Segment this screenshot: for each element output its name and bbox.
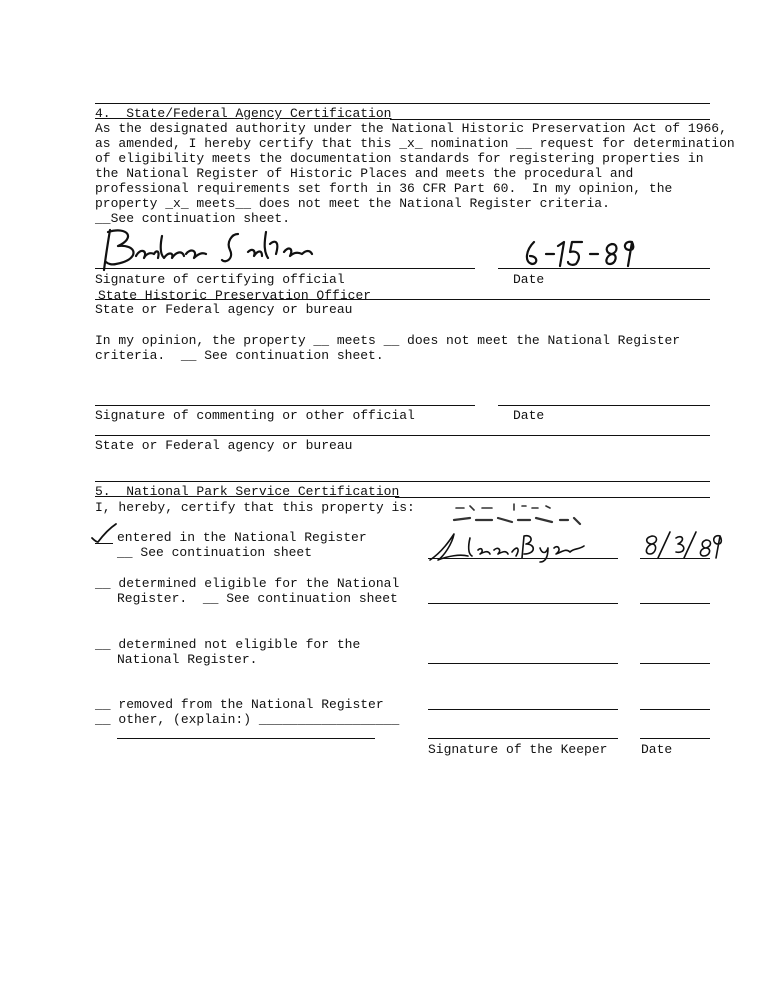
section4-para-line-7: __See continuation sheet. — [95, 211, 291, 226]
opinion-line-1: In my opinion, the property __ meets __ does not meet the National Register — [95, 333, 681, 348]
officer-title-line — [95, 299, 710, 300]
removed-line: __ removed from the National Register — [95, 697, 384, 712]
officer-title: State Historic Preservation Officer — [98, 288, 372, 303]
section4-para-line-4: the National Register of Historic Places and meets the procedural and — [95, 166, 634, 181]
keeper-sig-line-4 — [428, 709, 618, 710]
section5-heading-rule — [395, 497, 710, 498]
keeper-sig-line-2 — [428, 603, 618, 604]
not-eligible-line-1: __ determined not eligible for the — [95, 637, 361, 652]
keeper-date-label: Date — [641, 742, 673, 757]
keeper-date-handwritten — [640, 532, 724, 560]
entered-label: entered in the National Register — [117, 530, 367, 545]
eligible-line-1: __ determined eligible for the National — [95, 576, 400, 591]
commenting-agency-label: State or Federal agency or bureau — [95, 438, 353, 453]
section5-top-rule — [95, 481, 710, 482]
commenting-date-label: Date — [513, 408, 545, 423]
section5-heading: 5. National Park Service Certification — [95, 484, 400, 499]
certifying-official-signature — [98, 224, 328, 274]
certifying-date-label: Date — [513, 272, 545, 287]
certifying-signature-label: Signature of certifying official — [95, 272, 345, 287]
not-eligible-line-2: National Register. — [117, 652, 258, 667]
top-rule — [95, 103, 710, 104]
certifying-signature-line — [95, 268, 475, 269]
commenting-signature-line — [95, 405, 475, 406]
keeper-sig-line-5 — [428, 738, 618, 739]
agency-label: State or Federal agency or bureau — [95, 302, 353, 317]
keeper-sig-line-1 — [428, 558, 618, 559]
explain-line — [117, 738, 375, 739]
stamp-mark — [452, 500, 592, 530]
section4-heading-rule — [390, 119, 710, 120]
keeper-date-line-4 — [640, 709, 710, 710]
keeper-date-line-3 — [640, 663, 710, 664]
section4-para-line-6: property _x_ meets__ does not meet the National Register criteria. — [95, 196, 610, 211]
section4-heading: 4. State/Federal Agency Certification — [95, 106, 392, 121]
keeper-sig-line-3 — [428, 663, 618, 664]
section5-intro: I, hereby, certify that this property is: — [95, 500, 415, 515]
keeper-date-line-2 — [640, 603, 710, 604]
commenting-date-line — [498, 405, 710, 406]
section4-para-line-5: professional requirements set forth in 36 CFR Part 60. In my opinion, the — [95, 181, 673, 196]
certifying-date-handwritten — [520, 236, 640, 272]
certifying-date-line — [498, 268, 710, 269]
keeper-date-line-1 — [640, 558, 710, 559]
keeper-date-line-5 — [640, 738, 710, 739]
entered-blank — [95, 543, 113, 544]
section4-para-line-3: of eligibility meets the documentation standards for registering properties in — [95, 151, 704, 166]
section4-para-line-1: As the designated authority under the National Historic Preservation Act of 1966, — [95, 121, 727, 136]
eligible-line-2: Register. __ See continuation sheet — [117, 591, 398, 606]
other-line: __ other, (explain:) __________________ — [95, 712, 400, 727]
keeper-signature-label: Signature of the Keeper — [428, 742, 608, 757]
commenting-agency-line — [95, 435, 710, 436]
commenting-signature-label: Signature of commenting or other official — [95, 408, 415, 423]
entered-check-mark — [90, 524, 120, 544]
opinion-line-2: criteria. __ See continuation sheet. — [95, 348, 384, 363]
entered-continuation: __ See continuation sheet — [117, 545, 313, 560]
section4-para-line-2: as amended, I hereby certify that this _x_ nomination __ request for determination — [95, 136, 735, 151]
